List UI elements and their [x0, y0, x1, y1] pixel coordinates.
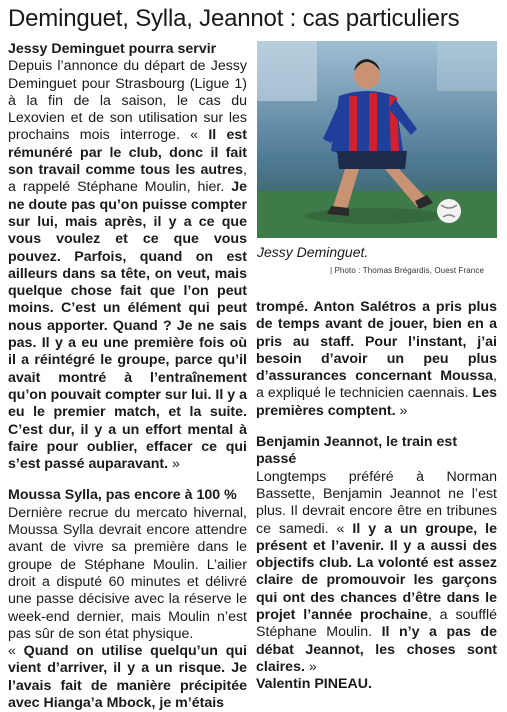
footballer-photo-illustration [257, 41, 497, 238]
article-photo [257, 41, 497, 238]
section-heading-jeannot: Benjamin Jeannot, le train est passé [256, 434, 458, 468]
paragraph-deminguet: Depuis l’annonce du départ de Jessy Deminguet pour Strasbourg (Ligue 1) à la fin de la saison, le cas du Lexovien et de son utilisation sur les prochains mois interroge. « Il est rémunéré par le club, donc il fait son travail comme tous les autres, a rappelé Stéphane Moulin, hier. Je ne doute pas qu’on puisse compter sur lui, mais après, il y a ce que vous voulez et ce que vous pouvez. Parfois, quand on est ailleurs dans sa tête, on veut, mais quelque chose fait que l’on peut moins. C’est un élément qui peut nous apporter. Quand ? Je ne sais pas. Il y a eu une première fois où il a réintégré le groupe, parce qu’il avait montré à l’entraînement qu’on pouvait compter sur lui. Il y a eu le premier match, et la suite. C’est dur, il y a un effort mental à faire pour oublier, effacer ce qui s’est passé auparavant. » [8, 58, 247, 473]
paragraph-sylla-quote-continued: trompé. Anton Salétros a pris plus de temps avant de jouer, bien en a pris au staff. Pour l’instant, j’ai besoin d’avoir un peu plus d’assurances concernant Moussa, a expliqué le technicien caennais. Les premières comptent. » [256, 299, 497, 419]
photo-credit: | Photo : Thomas Brégardis, Ouest France [330, 266, 484, 275]
paragraph-sylla-quote: « Quand on utilise quelqu’un qui vient d’arriver, il y a un risque. Je l’avais fait de manière précipitée avec Hianga’a Mbock, je m’étais [8, 643, 247, 711]
headline: Deminguet, Sylla, Jeannot : cas particuliers [8, 5, 460, 32]
section-heading-sylla: Moussa Sylla, pas encore à 100 % [8, 487, 237, 504]
article-column-left [8, 41, 247, 712]
byline: Valentin PINEAU. [256, 676, 372, 693]
paragraph-sylla: Dernière recrue du mercato hivernal, Moussa Sylla devrait encore attendre avant de vivre sa première dans le groupe de Stéphane Moulin. L’ailier droit a disputé 60 minutes et délivré une passe décisive avec la réserve le week-end dernier, mais Moulin n’est pas sûr de son état physique. [8, 504, 247, 642]
section-heading-deminguet: Jessy Deminguet pourra servir [8, 41, 217, 57]
paragraph-jeannot: Longtemps préféré à Norman Bassette, Benjamin Jeannot ne l’est plus. Il devrait encore être en tribunes ce samedi. « Il y a un groupe, le présent et l’avenir. Il y a aussi des objectifs club. La volonté est assez claire de promouvoir les garçons qui ont des chances d’être dans le projet l’année prochaine, a soufflé Stéphane Moulin. Il n’y a pas de débat Jeannot, les choses sont claires. » [256, 468, 497, 675]
photo-caption: Jessy Deminguet. [257, 244, 369, 260]
article-column-right [256, 299, 497, 694]
